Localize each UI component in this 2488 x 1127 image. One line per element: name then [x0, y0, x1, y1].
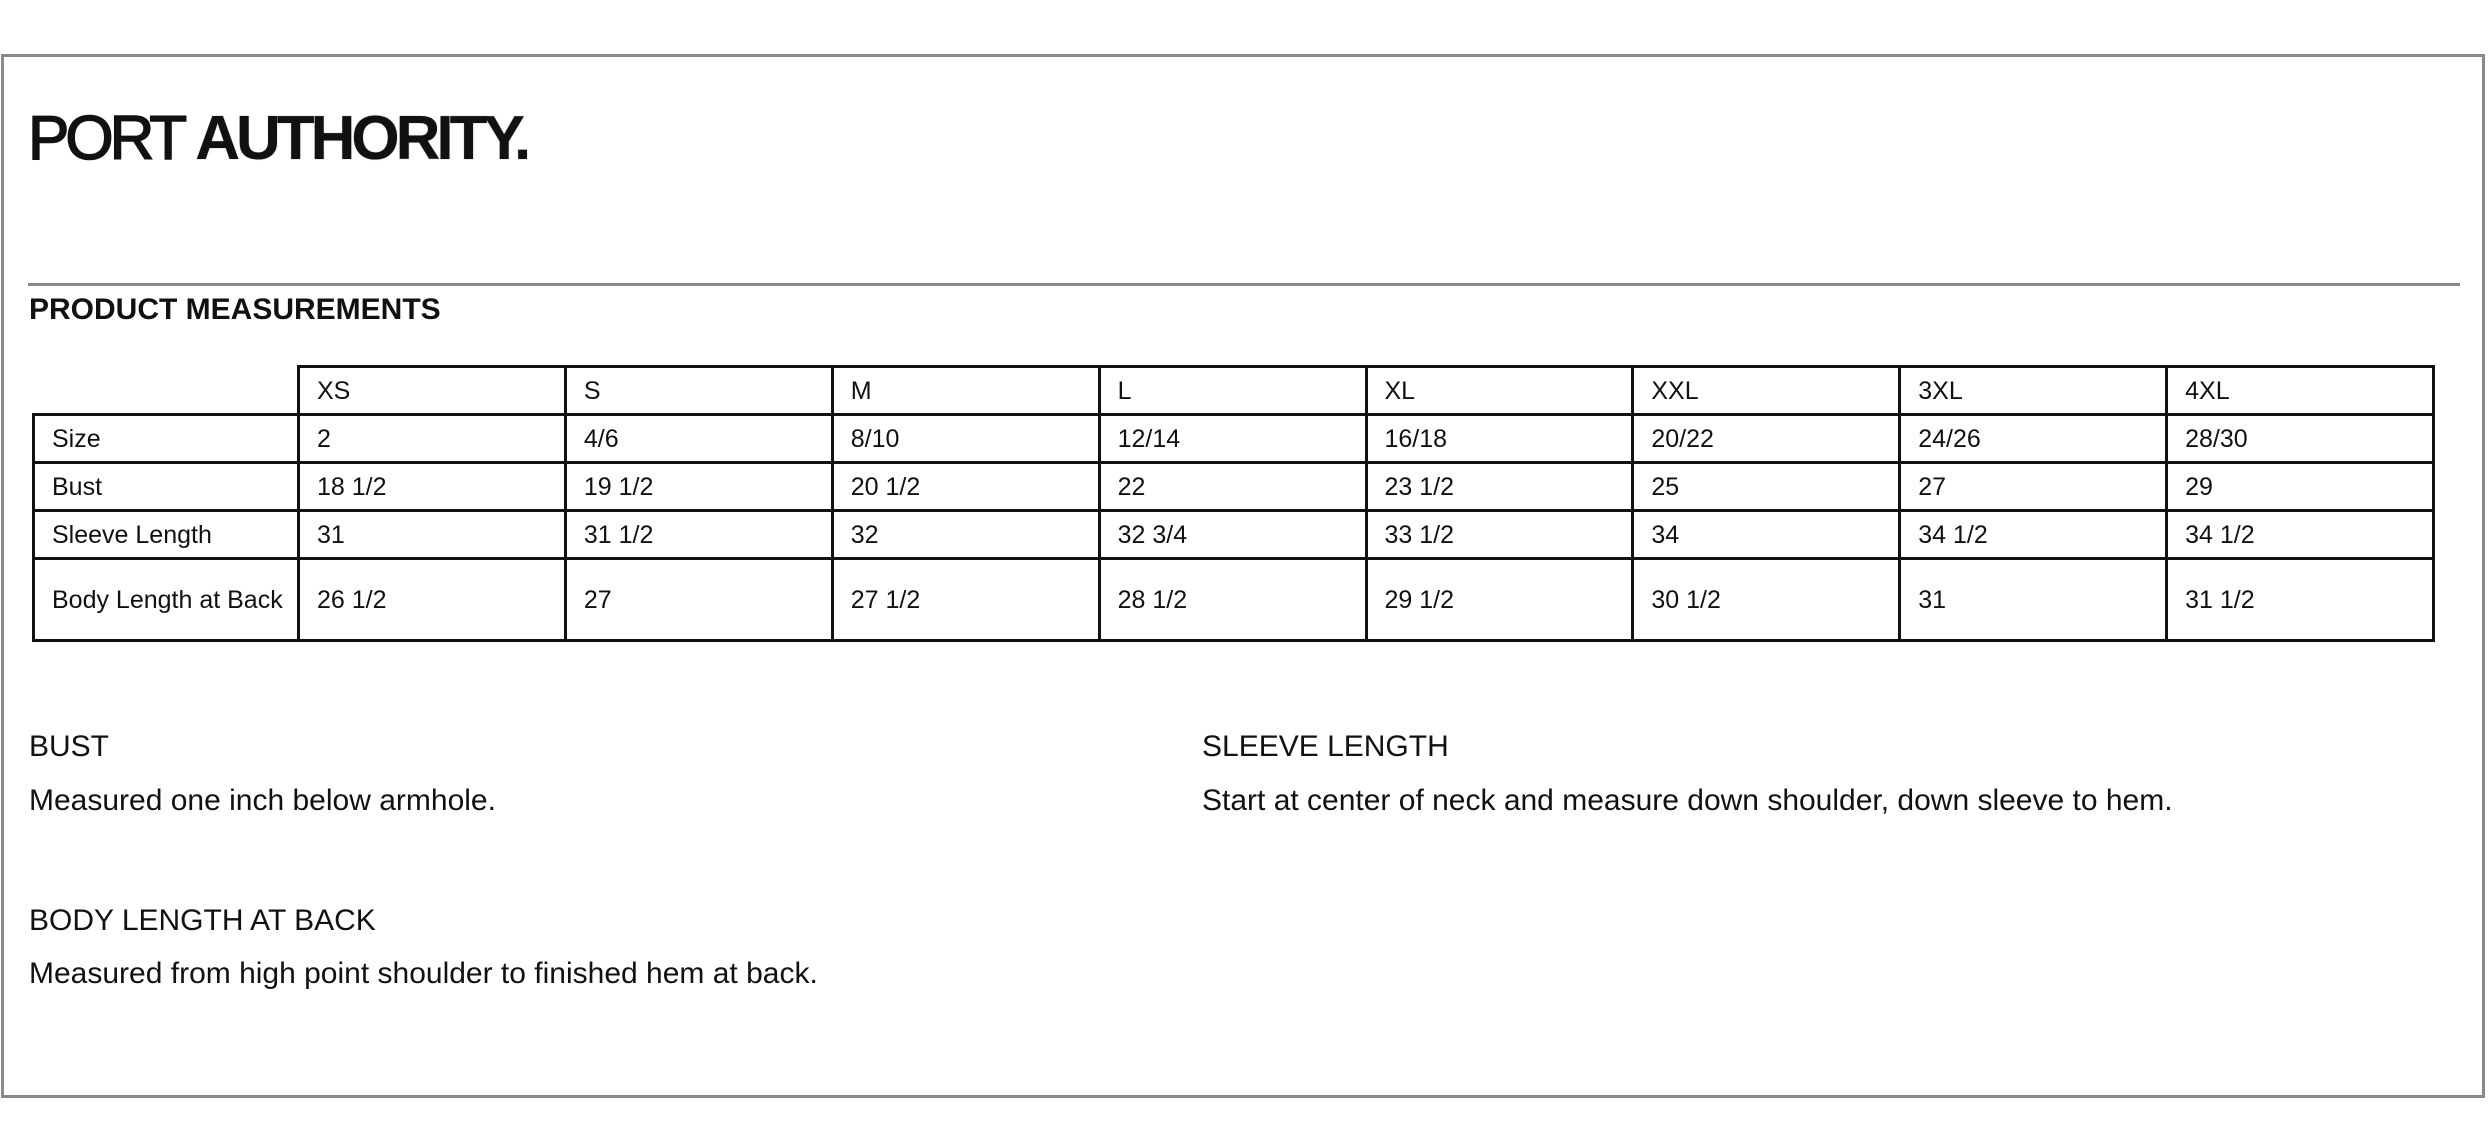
table-cell: 33 1/2	[1366, 511, 1633, 559]
table-header-cell: XS	[299, 367, 566, 415]
table-cell: 31	[299, 511, 566, 559]
table-header-cell: XXL	[1633, 367, 1900, 415]
bust-description: Measured one inch below armhole.	[29, 784, 496, 817]
table-header-cell: M	[832, 367, 1099, 415]
table-cell: 25	[1633, 463, 1900, 511]
table-cell: 12/14	[1099, 415, 1366, 463]
table-header-cell: L	[1099, 367, 1366, 415]
table-cell: 4/6	[565, 415, 832, 463]
logo-word-authority: AUTHORITY.	[195, 104, 528, 173]
table-cell: 8/10	[832, 415, 1099, 463]
table-cell: 31	[1900, 559, 2167, 641]
table-cell: 24/26	[1900, 415, 2167, 463]
table-corner-cell	[34, 367, 299, 415]
table-cell: 31 1/2	[2167, 559, 2434, 641]
table-row	[34, 415, 2434, 463]
table-cell: 34 1/2	[2167, 511, 2434, 559]
logo-word-port: PORT	[28, 104, 182, 173]
measurements-table	[32, 365, 2435, 642]
table-cell: 28/30	[2167, 415, 2434, 463]
table-cell: 28 1/2	[1099, 559, 1366, 641]
table-cell: 19 1/2	[565, 463, 832, 511]
row-label: Size	[34, 415, 299, 463]
table-row	[34, 559, 2434, 641]
table-row	[34, 511, 2434, 559]
table-cell: 27	[1900, 463, 2167, 511]
table-cell: 22	[1099, 463, 1366, 511]
table-cell: 26 1/2	[299, 559, 566, 641]
table-cell: 18 1/2	[299, 463, 566, 511]
table-cell: 29 1/2	[1366, 559, 1633, 641]
table-header-row	[34, 367, 2434, 415]
table-cell: 32	[832, 511, 1099, 559]
table-cell: 2	[299, 415, 566, 463]
row-label: Sleeve Length	[34, 511, 299, 559]
table-cell: 34 1/2	[1900, 511, 2167, 559]
table-header-cell: XL	[1366, 367, 1633, 415]
table-header-cell: 3XL	[1900, 367, 2167, 415]
row-label: Body Length at Back	[34, 559, 299, 641]
table-cell: 16/18	[1366, 415, 1633, 463]
brand-logo	[28, 104, 527, 174]
sleeve-length-description: Start at center of neck and measure down shoulder, down sleeve to hem.	[1202, 784, 2173, 817]
table-cell: 27 1/2	[832, 559, 1099, 641]
table-cell: 30 1/2	[1633, 559, 1900, 641]
table-cell: 20/22	[1633, 415, 1900, 463]
row-label: Bust	[34, 463, 299, 511]
table-header-cell: S	[565, 367, 832, 415]
table-row	[34, 463, 2434, 511]
table-header-cell: 4XL	[2167, 367, 2434, 415]
table-cell: 29	[2167, 463, 2434, 511]
table-cell: 32 3/4	[1099, 511, 1366, 559]
table-cell: 23 1/2	[1366, 463, 1633, 511]
sleeve-length-heading: SLEEVE LENGTH	[1202, 730, 1449, 763]
header-divider	[28, 283, 2460, 286]
body-length-heading: BODY LENGTH AT BACK	[29, 904, 376, 937]
body-length-description: Measured from high point shoulder to finished hem at back.	[29, 957, 818, 990]
table-cell: 20 1/2	[832, 463, 1099, 511]
table-cell: 34	[1633, 511, 1900, 559]
bust-heading: BUST	[29, 730, 110, 763]
section-title: PRODUCT MEASUREMENTS	[29, 293, 441, 326]
table-cell: 31 1/2	[565, 511, 832, 559]
table-cell: 27	[565, 559, 832, 641]
